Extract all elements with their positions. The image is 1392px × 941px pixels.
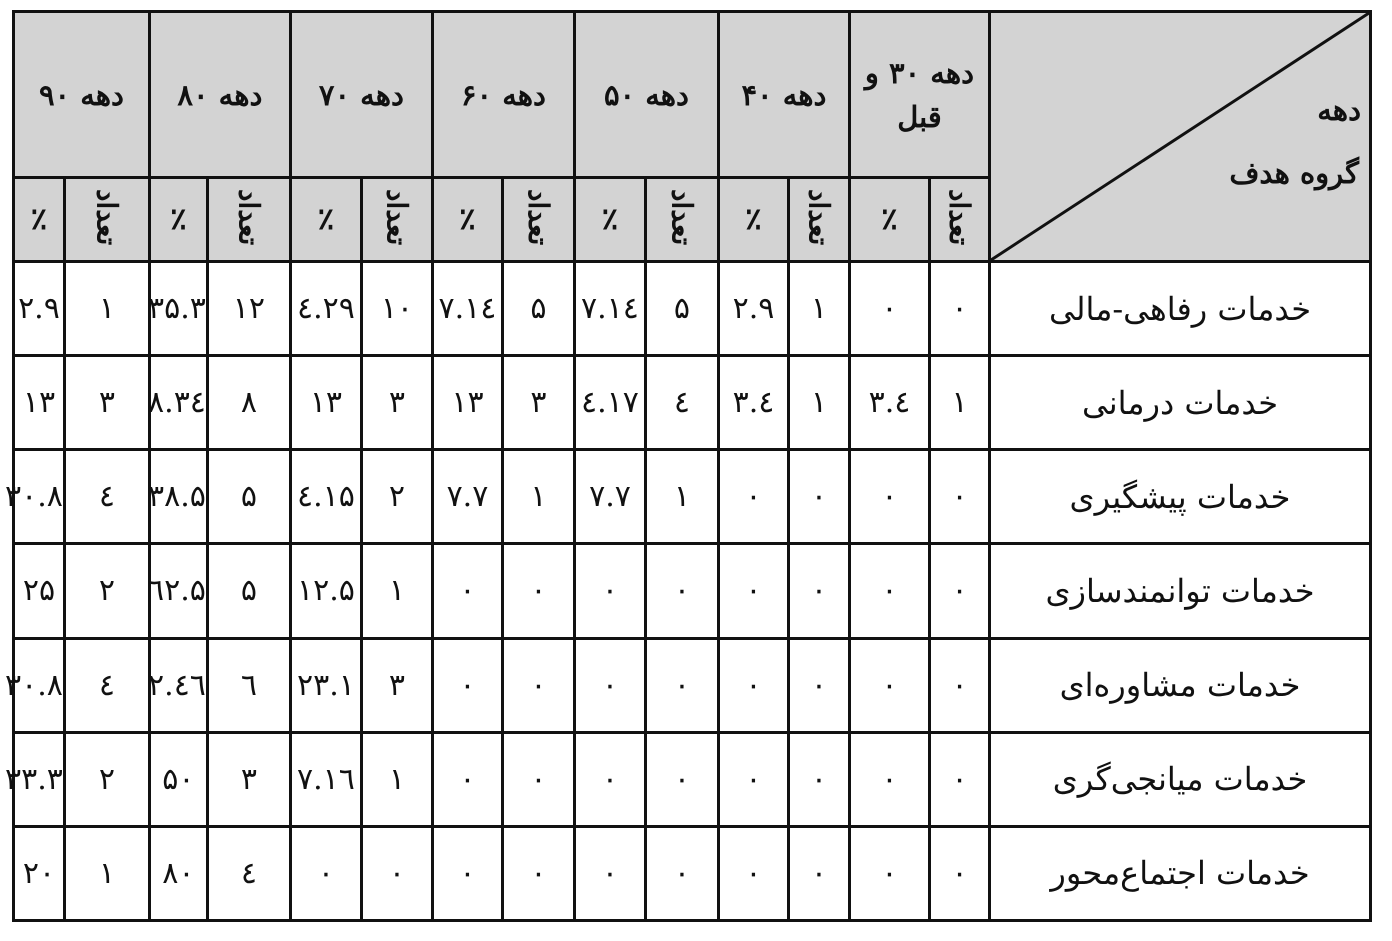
count-cell: ۰ <box>930 732 990 826</box>
percent-cell: ۱۲.۵ <box>290 544 361 638</box>
count-cell: ۸ <box>207 356 290 450</box>
percent-cell: ۰ <box>432 638 502 732</box>
percent-subheader: ٪ <box>432 178 502 262</box>
percent-cell: ۰ <box>432 826 502 920</box>
count-subheader <box>788 178 849 262</box>
count-cell: ۰ <box>930 544 990 638</box>
percent-subheader: ٪ <box>290 178 361 262</box>
row-label: خدمات درمانی <box>990 356 1371 450</box>
percent-cell: ۳۰.۸ <box>14 638 65 732</box>
count-cell: ۰ <box>788 732 849 826</box>
percent-cell: ۱۷.٤ <box>574 356 645 450</box>
percent-cell: ٤٦.۲ <box>149 638 207 732</box>
percent-cell: ۰ <box>718 638 788 732</box>
percent-cell: ۰ <box>574 638 645 732</box>
percent-cell: ۱۵.٤ <box>290 450 361 544</box>
data-table <box>5 10 1372 922</box>
percent-cell: ۱٤.۷ <box>574 262 645 356</box>
percent-cell: ٤.۳ <box>718 356 788 450</box>
count-subheader-label: تعداد <box>802 189 836 246</box>
percent-subheader: ٪ <box>718 178 788 262</box>
percent-cell: ۲.۹ <box>718 262 788 356</box>
count-cell: ۰ <box>930 638 990 732</box>
count-cell: ٦ <box>207 638 290 732</box>
count-cell: ۰ <box>502 544 574 638</box>
count-cell: ۲ <box>361 450 432 544</box>
count-cell: ۳ <box>64 356 149 450</box>
percent-cell: ۳۵.۳ <box>149 262 207 356</box>
table-row <box>14 732 1371 826</box>
decade-header-50: دهه ۵۰ <box>574 12 718 178</box>
count-cell: ۵ <box>502 262 574 356</box>
decade-header-90: دهه ۹۰ <box>14 12 150 178</box>
percent-cell: ۷.۷ <box>574 450 645 544</box>
count-cell: ۰ <box>788 638 849 732</box>
table-row <box>14 450 1371 544</box>
count-cell: ۱ <box>361 732 432 826</box>
count-cell: ۱۰ <box>361 262 432 356</box>
count-cell: ٤ <box>645 356 718 450</box>
row-label: خدمات رفاهی-مالی <box>990 262 1371 356</box>
count-cell: ۰ <box>645 638 718 732</box>
percent-cell: ۰ <box>849 544 929 638</box>
count-subheader-label: تعداد <box>665 189 699 246</box>
count-cell: ۱ <box>502 450 574 544</box>
table-row <box>14 826 1371 920</box>
row-label: خدمات مشاوره‌ای <box>990 638 1371 732</box>
table-row <box>14 356 1371 450</box>
diagonal-divider <box>991 13 1369 260</box>
table-row <box>14 262 1371 356</box>
count-subheader-label: تعداد <box>521 189 555 246</box>
count-cell: ۵ <box>207 544 290 638</box>
count-cell: ۲ <box>64 732 149 826</box>
decade-header-70: دهه ۷۰ <box>290 12 432 178</box>
row-label: خدمات پیشگیری <box>990 450 1371 544</box>
count-cell: ۰ <box>502 826 574 920</box>
percent-cell: ۱۳ <box>290 356 361 450</box>
percent-cell: ۲.۹ <box>14 262 65 356</box>
decade-header-30: دهه ۳۰ و قبل <box>849 12 989 178</box>
percent-cell: ۳٤.۸ <box>149 356 207 450</box>
count-cell: ۳ <box>361 356 432 450</box>
percent-cell: ۲۳.۱ <box>290 638 361 732</box>
percent-cell: ۲۹.٤ <box>290 262 361 356</box>
row-label: خدمات اجتماع‌محور <box>990 826 1371 920</box>
corner-label-decade: دهه <box>1317 93 1361 127</box>
count-cell: ٤ <box>64 450 149 544</box>
count-cell: ۳ <box>361 638 432 732</box>
percent-cell: ۰ <box>718 544 788 638</box>
count-cell: ٤ <box>64 638 149 732</box>
count-cell: ۰ <box>930 450 990 544</box>
row-label: خدمات میانجی‌گری <box>990 732 1371 826</box>
count-cell: ۲ <box>64 544 149 638</box>
count-cell: ۱ <box>788 356 849 450</box>
count-subheader-label: تعداد <box>232 189 266 246</box>
count-subheader <box>64 178 149 262</box>
count-subheader <box>361 178 432 262</box>
percent-cell: ۰ <box>718 732 788 826</box>
percent-cell: ۳۸.۵ <box>149 450 207 544</box>
percent-cell: ۰ <box>849 262 929 356</box>
corner-label-target-group: گروه هدف <box>1229 156 1359 190</box>
count-cell: ۰ <box>930 826 990 920</box>
percent-cell: ۰ <box>849 826 929 920</box>
count-cell: ۱ <box>64 826 149 920</box>
percent-cell: ۱٦.۷ <box>290 732 361 826</box>
corner-header-cell <box>990 12 1371 262</box>
percent-cell: ۰ <box>432 544 502 638</box>
count-cell: ۰ <box>788 826 849 920</box>
table-row <box>14 638 1371 732</box>
count-subheader-label: تعداد <box>380 189 414 246</box>
percent-cell: ۰ <box>718 826 788 920</box>
percent-cell: ۰ <box>574 544 645 638</box>
percent-cell: ۰ <box>574 732 645 826</box>
count-subheader <box>502 178 574 262</box>
count-subheader-label: تعداد <box>90 189 124 246</box>
count-cell: ۳ <box>502 356 574 450</box>
percent-cell: ٦۲.۵ <box>149 544 207 638</box>
percent-cell: ۵۰ <box>149 732 207 826</box>
percent-cell: ۱۳ <box>432 356 502 450</box>
count-cell: ۵ <box>207 450 290 544</box>
count-cell: ۳ <box>207 732 290 826</box>
percent-cell: ۰ <box>849 638 929 732</box>
decade-header-40: دهه ۴۰ <box>718 12 849 178</box>
count-subheader <box>930 178 990 262</box>
percent-cell: ۰ <box>849 450 929 544</box>
percent-cell: ٤.۳ <box>849 356 929 450</box>
count-subheader-label: تعداد <box>943 189 976 246</box>
count-cell: ۵ <box>645 262 718 356</box>
count-cell: ۰ <box>645 826 718 920</box>
percent-cell: ۱٤.۷ <box>432 262 502 356</box>
count-subheader <box>207 178 290 262</box>
count-cell: ۱۲ <box>207 262 290 356</box>
count-cell: ۱ <box>645 450 718 544</box>
table-row <box>14 544 1371 638</box>
percent-cell: ۰ <box>574 826 645 920</box>
count-cell: ۱ <box>788 262 849 356</box>
percent-subheader: ٪ <box>574 178 645 262</box>
row-label: خدمات توانمندسازی <box>990 544 1371 638</box>
count-cell: ۱ <box>361 544 432 638</box>
count-cell: ۱ <box>930 356 990 450</box>
count-cell: ۰ <box>788 544 849 638</box>
percent-cell: ۰ <box>718 450 788 544</box>
decade-header-60: دهه ۶۰ <box>432 12 574 178</box>
percent-subheader: ٪ <box>149 178 207 262</box>
percent-cell: ۰ <box>290 826 361 920</box>
percent-cell: ۲۵ <box>14 544 65 638</box>
percent-cell: ۲۰ <box>14 826 65 920</box>
percent-cell: ۷.۷ <box>432 450 502 544</box>
count-cell: ۱ <box>64 262 149 356</box>
count-cell: ۰ <box>502 638 574 732</box>
percent-cell: ۰ <box>432 732 502 826</box>
percent-subheader: ٪ <box>14 178 65 262</box>
decade-header-80: دهه ۸۰ <box>149 12 290 178</box>
count-cell: ۰ <box>502 732 574 826</box>
percent-cell: ۰ <box>849 732 929 826</box>
count-cell: ۰ <box>645 732 718 826</box>
percent-cell: ۱۳ <box>14 356 65 450</box>
count-cell: ٤ <box>207 826 290 920</box>
count-subheader <box>645 178 718 262</box>
percent-subheader: ٪ <box>849 178 929 262</box>
percent-cell: ۸۰ <box>149 826 207 920</box>
count-cell: ۰ <box>361 826 432 920</box>
percent-cell: ۳۳.۳ <box>14 732 65 826</box>
count-cell: ۰ <box>788 450 849 544</box>
count-cell: ۰ <box>930 262 990 356</box>
percent-cell: ۳۰.۸ <box>14 450 65 544</box>
count-cell: ۰ <box>645 544 718 638</box>
